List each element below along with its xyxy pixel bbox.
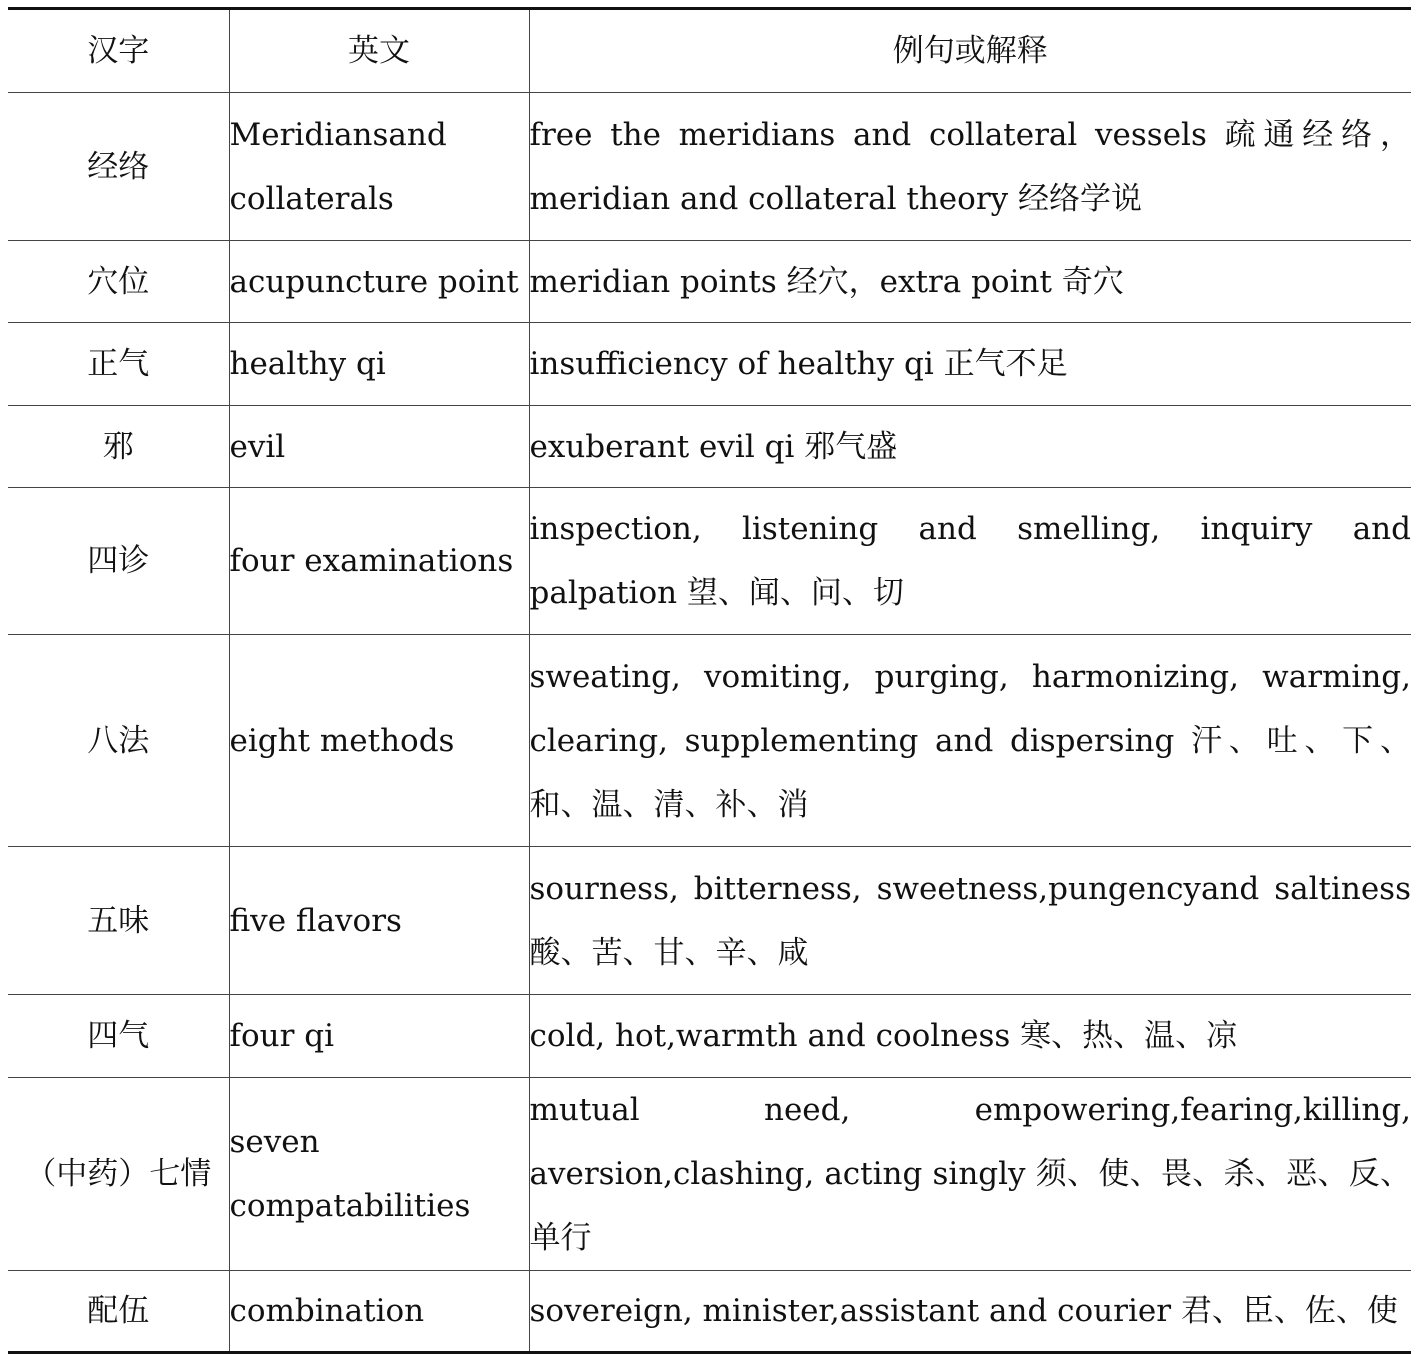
cell-chinese: 配伍	[8, 1271, 229, 1353]
header-row	[8, 9, 1411, 93]
cell-example: insufficiency of healthy qi 正气不足	[529, 323, 1411, 406]
cell-english: Meridiansand collaterals	[229, 93, 529, 241]
cell-english: seven compatabilities	[229, 1078, 529, 1271]
cell-example: meridian points 经穴，extra point 奇穴	[529, 241, 1411, 323]
cell-chinese: 穴位	[8, 241, 229, 323]
cell-example: exuberant evil qi 邪气盛	[529, 406, 1411, 488]
table-row	[8, 995, 1411, 1078]
cell-english: combination	[229, 1271, 529, 1353]
table-row	[8, 488, 1411, 635]
cell-example: sweating, vomiting, purging, harmonizing, warming, clearing, supplementing and dispersing 汗、吐、下、和、温、清、补、消	[529, 635, 1411, 847]
cell-example: inspection, listening and smelling, inquiry and palpation 望、闻、问、切	[529, 488, 1411, 635]
cell-chinese: 八法	[8, 635, 229, 847]
terminology-table	[8, 7, 1411, 1354]
cell-english: eight methods	[229, 635, 529, 847]
table-row	[8, 406, 1411, 488]
table-row	[8, 241, 1411, 323]
cell-example: cold, hot,warmth and coolness 寒、热、温、凉	[529, 995, 1411, 1078]
table-row	[8, 635, 1411, 847]
cell-example: free the meridians and collateral vessels 疏通经络，meridian and collateral theory 经络学说	[529, 93, 1411, 241]
cell-example: mutual need, empowering,fearing,killing, aversion,clashing, acting singly 须、使、畏、杀、恶、反、单行	[529, 1078, 1411, 1271]
cell-example: sovereign, minister,assistant and courier 君、臣、佐、使	[529, 1271, 1411, 1353]
cell-english: healthy qi	[229, 323, 529, 406]
header-chinese: 汉字	[8, 9, 229, 93]
table-row	[8, 323, 1411, 406]
cell-english: evil	[229, 406, 529, 488]
cell-chinese: 正气	[8, 323, 229, 406]
cell-example: sourness, bitterness, sweetness,pungencyand saltiness 酸、苦、甘、辛、咸	[529, 847, 1411, 995]
cell-chinese: 邪	[8, 406, 229, 488]
cell-chinese: 经络	[8, 93, 229, 241]
table-row	[8, 1078, 1411, 1271]
cell-chinese: 四气	[8, 995, 229, 1078]
cell-chinese: 四诊	[8, 488, 229, 635]
cell-english: four qi	[229, 995, 529, 1078]
header-example: 例句或解释	[529, 9, 1411, 93]
cell-english: four examinations	[229, 488, 529, 635]
cell-chinese: （中药）七情	[8, 1078, 229, 1271]
cell-chinese: 五味	[8, 847, 229, 995]
table-row	[8, 847, 1411, 995]
table-row	[8, 93, 1411, 241]
cell-english: acupuncture point	[229, 241, 529, 323]
cell-english: five flavors	[229, 847, 529, 995]
header-english: 英文	[229, 9, 529, 93]
